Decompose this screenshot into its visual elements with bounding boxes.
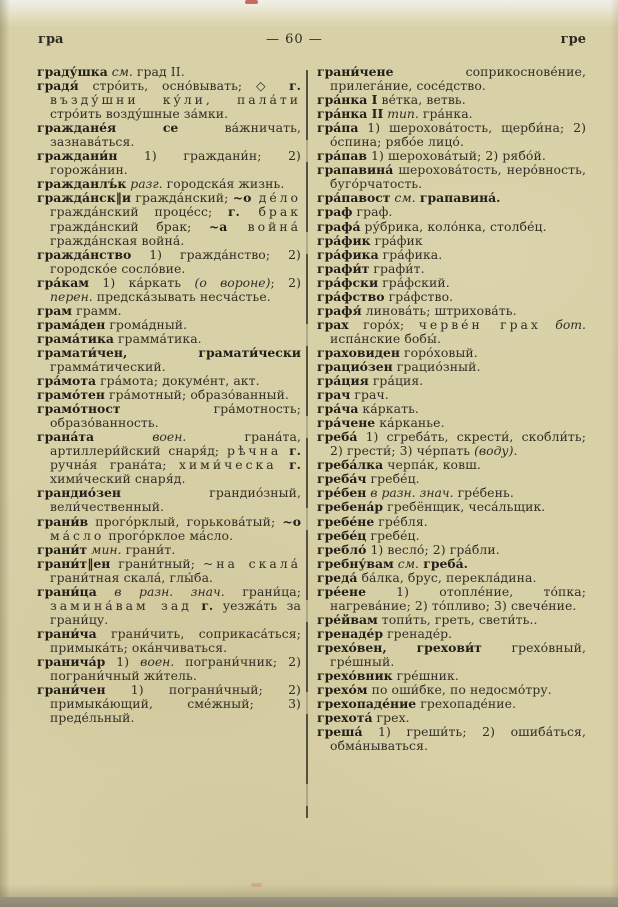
headword: греша́	[317, 724, 363, 740]
dictionary-entry	[317, 163, 586, 191]
dictionary-entry	[317, 416, 586, 430]
translation-text: грамма́тика.	[113, 330, 202, 346]
headword: гра́фство	[317, 288, 385, 304]
translation-text: гражда́нский брак;	[50, 218, 209, 234]
dictionary-entry	[317, 93, 586, 107]
dictionary-entry	[37, 276, 301, 304]
translation-text: 1) гражда́нство; 2) городско́е сосло́вие.	[50, 246, 301, 276]
headword: г.	[289, 443, 301, 459]
headword: гре́ене	[317, 583, 366, 599]
dictionary-entry	[317, 458, 586, 472]
headword: ~о	[282, 513, 301, 529]
dictionary-entry	[37, 346, 301, 374]
abbreviation-label: воен.	[140, 653, 175, 669]
translation-text: грани́т.	[121, 541, 176, 557]
dictionary-entry	[37, 318, 301, 332]
column-divider-rule	[306, 70, 308, 818]
scan-edge-bottom-shadow	[0, 884, 618, 898]
translation-text: 1) отопле́ние, то́пка; нагрева́ние; 2) то́пливо; 3) свече́ние.	[330, 583, 586, 613]
headword: гра́ция	[317, 373, 369, 389]
translation-text: ве́тка, ветвь.	[377, 92, 466, 108]
headword: грани́чен	[37, 682, 106, 698]
dictionary-entry	[37, 191, 301, 247]
headword: грама́тика	[37, 330, 114, 346]
headword: ~а	[208, 218, 228, 234]
dictionary-entry	[37, 332, 301, 346]
abbreviation-label: мин.	[87, 541, 122, 557]
headword: гре́йвам	[317, 611, 378, 627]
dictionary-entry	[37, 79, 301, 121]
dictionary-entry	[317, 276, 586, 290]
dictionary-entry	[37, 430, 301, 486]
translation-text: грач.	[350, 387, 389, 403]
dictionary-entry	[317, 500, 586, 514]
headword: гражда́нство	[37, 246, 132, 262]
dictionary-entry	[317, 543, 586, 557]
abbreviation-label: (о вороне)	[194, 274, 271, 290]
translation-text: 1)	[105, 653, 141, 669]
translation-text: грани́чить, соприкаса́ться; примыка́ть; ока́нчиваться.	[50, 625, 301, 655]
translation-text: предска́зывать несча́стье.	[92, 288, 271, 304]
headword: грехо́вник	[317, 668, 393, 684]
headword: гра́пав	[317, 148, 367, 164]
ink-speck-bottom	[251, 883, 262, 887]
dictionary-entry	[317, 149, 586, 163]
headword: грамо́тен	[37, 387, 105, 403]
guide-word-left: гра	[38, 32, 64, 47]
dictionary-entry	[37, 177, 301, 191]
headword: граждане́я се	[37, 120, 179, 136]
translation-text: линова́ть; штрихова́ть.	[361, 302, 517, 318]
translation-text: гра́ция.	[368, 373, 424, 389]
dictionary-column-right	[317, 65, 586, 753]
dictionary-entry	[37, 304, 301, 318]
dictionary-entry	[37, 557, 301, 585]
translation-text: гренаде́р.	[383, 625, 453, 641]
headword: ~о	[232, 190, 252, 206]
dictionary-entry	[317, 430, 586, 458]
example-phrase: черве́н грах	[418, 316, 541, 332]
headword: грам	[37, 302, 73, 318]
dictionary-entry	[317, 515, 586, 529]
example-phrase: ма́сло	[50, 527, 105, 543]
translation-text: гра́мотность; образо́ванность.	[50, 401, 301, 431]
translation-text: граф.	[352, 204, 393, 220]
translation-text: гра́нка.	[418, 106, 473, 122]
dictionary-entry	[37, 149, 301, 177]
headword: гражда́нск‖и	[37, 190, 132, 206]
headword: гра́фик	[317, 232, 371, 248]
headword: гра́па	[317, 120, 359, 136]
dictionary-entry	[317, 683, 586, 697]
headword: гра́кам	[37, 274, 90, 290]
translation-text: ру́брика, коло́нка, столбе́ц.	[360, 218, 547, 234]
dictionary-entry	[317, 711, 586, 725]
example-phrase: възду́шни ку́ли, пала́ти	[50, 92, 301, 108]
dictionary-entry	[317, 641, 586, 669]
abbreviation-label: см.	[107, 64, 133, 79]
headword: грани́чене	[317, 64, 394, 79]
dictionary-entry	[317, 486, 586, 500]
dictionary-entry	[37, 486, 301, 514]
example-phrase: рѣчна	[227, 443, 282, 459]
translation-text: гра́фика.	[378, 246, 443, 262]
headword: грехо́вен, грехови́т	[317, 639, 482, 655]
translation-text: грамма́тический.	[50, 358, 166, 374]
headword: г.	[289, 457, 301, 473]
translation-text: гражда́нский;	[131, 190, 233, 206]
dictionary-entry	[317, 529, 586, 543]
dictionary-entry	[317, 472, 586, 486]
scan-edge-left	[0, 0, 10, 907]
headword: граду́шка	[37, 64, 108, 79]
dictionary-entry	[37, 402, 301, 430]
dictionary-entry	[317, 318, 586, 346]
translation-text: 1) шерохова́тость, щерби́на; 2) о́спина; рябо́е лицо́.	[330, 120, 586, 150]
headword: гра́нка I	[317, 92, 378, 108]
translation-text: гражда́нская война́.	[50, 232, 185, 248]
headword: грамо́тност	[37, 401, 121, 417]
example-phrase: де́ло	[251, 190, 301, 206]
example-phrase: брак	[239, 204, 301, 220]
example-phrase: хими́ческа	[178, 457, 277, 473]
dictionary-entry	[317, 290, 586, 304]
ink-speck-top	[245, 0, 258, 4]
translation-text: уезжа́ть за грани́цу.	[50, 597, 302, 627]
example-phrase: ~на скала́	[202, 555, 302, 571]
translation-text: горо́х;	[348, 316, 419, 332]
translation-text: горо́ховый.	[399, 344, 478, 360]
abbreviation-label: перен.	[50, 288, 93, 304]
dictionary-entry	[317, 697, 586, 711]
translation-text: ручна́я грана́та;	[50, 457, 179, 473]
dictionary-entry	[317, 669, 586, 683]
headword: греда́	[317, 569, 358, 585]
headword: гребну́вам	[317, 555, 394, 571]
translation-text: пограни́чник; 2) пограни́чный жи́тель.	[50, 653, 302, 684]
dictionary-entry	[317, 571, 586, 585]
translation-text: 1) граждани́н; 2) горожа́нин.	[50, 148, 301, 178]
translation-text: грамм.	[72, 302, 122, 318]
guide-word-right: гре	[560, 32, 586, 47]
headword: грацио́зен	[317, 358, 393, 374]
translation-text: испа́нские бобы́.	[330, 330, 441, 346]
headword: грани́ца	[37, 583, 97, 599]
dictionary-entry	[37, 515, 301, 543]
translation-text: гре́шник.	[392, 668, 459, 684]
headword: гра́нка II	[317, 106, 384, 122]
translation-text: 1) весло́; 2) гра́бли.	[366, 541, 500, 557]
headword: грани́в	[37, 513, 89, 529]
dictionary-entry	[317, 121, 586, 149]
translation-text: грехо́вный, гре́шный.	[330, 639, 586, 669]
translation-text: гра́фик	[370, 232, 423, 248]
headword: графа́	[317, 218, 361, 234]
translation-text: грехопаде́ние.	[416, 696, 517, 712]
translation-text: шерохова́тость, неро́вность, буго́рчатость.	[330, 162, 586, 192]
scan-edge-top	[0, 0, 618, 28]
dictionary-entry	[317, 388, 586, 402]
headword: г.	[201, 597, 214, 613]
headword: грах	[317, 316, 349, 332]
scan-edge-bottom	[0, 897, 618, 907]
headword: гребе́ц	[317, 527, 367, 543]
translation-text: гра́мотный; образо́ванный.	[104, 387, 290, 403]
translation-text: гра́фский.	[378, 274, 450, 290]
translation-text: 1) греши́ть; 2) ошиба́ться, обма́нываться.	[330, 724, 586, 754]
headword: грехо́м	[317, 682, 368, 698]
headword: гренаде́р	[317, 625, 384, 641]
dictionary-entry	[317, 191, 586, 205]
translation-text: гра́мота; докуме́нт, акт.	[96, 373, 260, 389]
translation-text: прого́рклый, горькова́тый;	[88, 513, 283, 529]
dictionary-entry	[37, 374, 301, 388]
translation-text: гра́фство.	[384, 288, 454, 304]
dictionary-entry	[317, 234, 586, 248]
translation-text: хими́ческий снаря́д.	[50, 471, 186, 487]
running-header	[38, 32, 586, 50]
translation-text: 1) пограни́чный; 2) примыка́ющий, сме́жный; 3) преде́льный.	[50, 682, 301, 726]
dictionary-entry	[37, 683, 301, 725]
translation-text: прого́рклое ма́сло.	[104, 527, 234, 543]
abbreviation-label: бот.	[540, 316, 586, 332]
abbreviation-label: воен.	[94, 429, 187, 445]
dictionary-entry	[37, 65, 301, 79]
dictionary-entry	[317, 627, 586, 641]
headword: грана́та	[37, 429, 95, 445]
translation-text: ба́лка, брус, перекла́дина.	[357, 569, 537, 585]
headword: гра́фски	[317, 274, 379, 290]
headword: грани́ча	[37, 625, 97, 641]
dictionary-entry	[317, 346, 586, 360]
dictionary-entry	[317, 220, 586, 234]
translation-text: ка́рканье.	[375, 415, 445, 431]
dictionary-entry	[317, 65, 586, 93]
headword: грач	[317, 387, 351, 403]
headword: гра́мота	[37, 373, 97, 389]
headword: грехота́	[317, 710, 373, 726]
example-phrase: война́	[227, 218, 302, 234]
translation-text: грандио́зный, вели́чественный.	[50, 485, 301, 515]
abbreviation-label: разг.	[126, 176, 163, 192]
translation-text: ка́ркать.	[358, 401, 419, 417]
dictionary-entry	[317, 725, 586, 753]
dictionary-entry	[317, 304, 586, 318]
translation-text: 1) ка́ркать	[89, 274, 195, 290]
headword: гра́фика	[317, 246, 379, 262]
translation-text: грана́та, артиллери́йский снаря́д;	[50, 429, 301, 459]
scan-edge-right	[610, 0, 618, 907]
dictionary-entry	[317, 585, 586, 613]
translation-text: грани́ца;	[224, 583, 301, 599]
translation-text: грех.	[372, 710, 410, 726]
translation-text: гребе́ц.	[366, 471, 420, 487]
translation-text: гре́бля.	[374, 513, 428, 529]
translation-text: гре́бень.	[453, 485, 514, 501]
abbreviation-label: тип.	[383, 106, 419, 122]
headword: грандио́зен	[37, 485, 121, 501]
headword: греба́ч	[317, 471, 367, 487]
dictionary-entry	[37, 248, 301, 276]
headword: графи́т	[317, 260, 370, 276]
translation-text: гражда́нский проце́сс;	[50, 204, 228, 220]
translation-text: по оши́бке, по недосмо́тру.	[367, 682, 552, 698]
example-phrase: замина́вам зад	[50, 597, 192, 613]
translation-text: грани́тная скала́, глы́ба.	[50, 569, 214, 585]
translation-text: гребе́ц.	[366, 527, 420, 543]
headword: г.	[289, 78, 301, 94]
dictionary-entry	[37, 121, 301, 149]
translation-text: гребёнщик, чеса́льщик.	[383, 499, 546, 515]
translation-text	[277, 457, 289, 472]
translation-text: стро́ить возду́шные за́мки.	[50, 106, 229, 122]
dictionary-entry	[37, 585, 301, 627]
headword: грехопаде́ние	[317, 696, 417, 712]
translation-text: городска́я жизнь.	[162, 176, 285, 192]
abbreviation-label: см.	[393, 555, 419, 571]
headword: градя́	[37, 78, 79, 94]
abbreviation-label: см.	[390, 190, 416, 206]
translation-text	[192, 598, 201, 613]
headword: грапавина́.	[415, 190, 501, 206]
dictionary-entry	[317, 402, 586, 416]
translation-text: .	[513, 443, 518, 459]
translation-text: графи́т.	[369, 260, 425, 276]
headword: гра́чене	[317, 415, 376, 431]
translation-text: ва́жничать, зазнава́ться.	[50, 120, 301, 150]
headword: гребена́р	[317, 499, 384, 515]
translation-text: черпа́к, ковш.	[383, 457, 481, 473]
translation-text: стро́ить, осно́вывать; ◇	[78, 78, 290, 94]
dictionary-entry	[317, 107, 586, 121]
translation-text	[281, 443, 289, 458]
dictionary-entry	[37, 627, 301, 655]
headword: гра́ча	[317, 401, 359, 417]
dictionary-entry	[317, 360, 586, 374]
dictionary-entry	[317, 205, 586, 219]
translation-text: грома́дный.	[105, 316, 188, 332]
headword: гребе́не	[317, 513, 375, 529]
headword: граф	[317, 204, 353, 220]
headword: граждани́н	[37, 148, 118, 164]
dictionary-entry	[317, 557, 586, 571]
headword: грапавина́	[317, 162, 394, 178]
headword: гра́павост	[317, 190, 391, 206]
abbreviation-label: в разн. знач.	[366, 485, 454, 501]
headword: гребло́	[317, 541, 367, 557]
abbreviation-label: (воду)	[474, 443, 514, 459]
headword: гражданлъ́к	[37, 176, 127, 192]
headword: грани́т‖ен	[37, 555, 111, 571]
dictionary-entry	[317, 262, 586, 276]
page-number: — 60 —	[266, 32, 323, 47]
headword: грани́т	[37, 541, 88, 557]
headword: греба́	[317, 429, 358, 445]
dictionary-entry	[317, 374, 586, 388]
dictionary-entry	[317, 613, 586, 627]
translation-text: топи́ть, греть, свети́ть..	[377, 611, 538, 627]
translation-text: грацио́зный.	[392, 358, 481, 374]
translation-text: 1) шерохова́тый; 2) рябо́й.	[367, 148, 546, 164]
headword: гранича́р	[37, 653, 106, 669]
dictionary-entry	[37, 388, 301, 402]
dictionary-column-left	[37, 65, 301, 725]
translation-text: грани́тный;	[110, 555, 203, 571]
translation-text: ; 2)	[270, 274, 302, 290]
translation-text: град II.	[132, 64, 185, 79]
abbreviation-label: в разн. знач.	[96, 583, 225, 599]
dictionary-entry	[317, 248, 586, 262]
headword: гре́бен	[317, 485, 367, 501]
dictionary-entry	[37, 543, 301, 557]
translation-text: 1) сгреба́ть, скрести́, скобли́ть; 2) грести́; 3) че́рпать	[330, 429, 586, 459]
headword: греба́.	[418, 555, 468, 571]
headword: графя́	[317, 302, 362, 318]
headword: грама́ден	[37, 316, 106, 332]
headword: г.	[227, 204, 240, 220]
translation-text: соприкоснове́ние, прилега́ние, сосе́дство.	[330, 64, 586, 94]
headword: грамати́чен, грамати́чески	[37, 344, 301, 360]
headword: греба́лка	[317, 457, 384, 473]
headword: граховиден	[317, 344, 400, 360]
dictionary-entry	[37, 655, 301, 683]
